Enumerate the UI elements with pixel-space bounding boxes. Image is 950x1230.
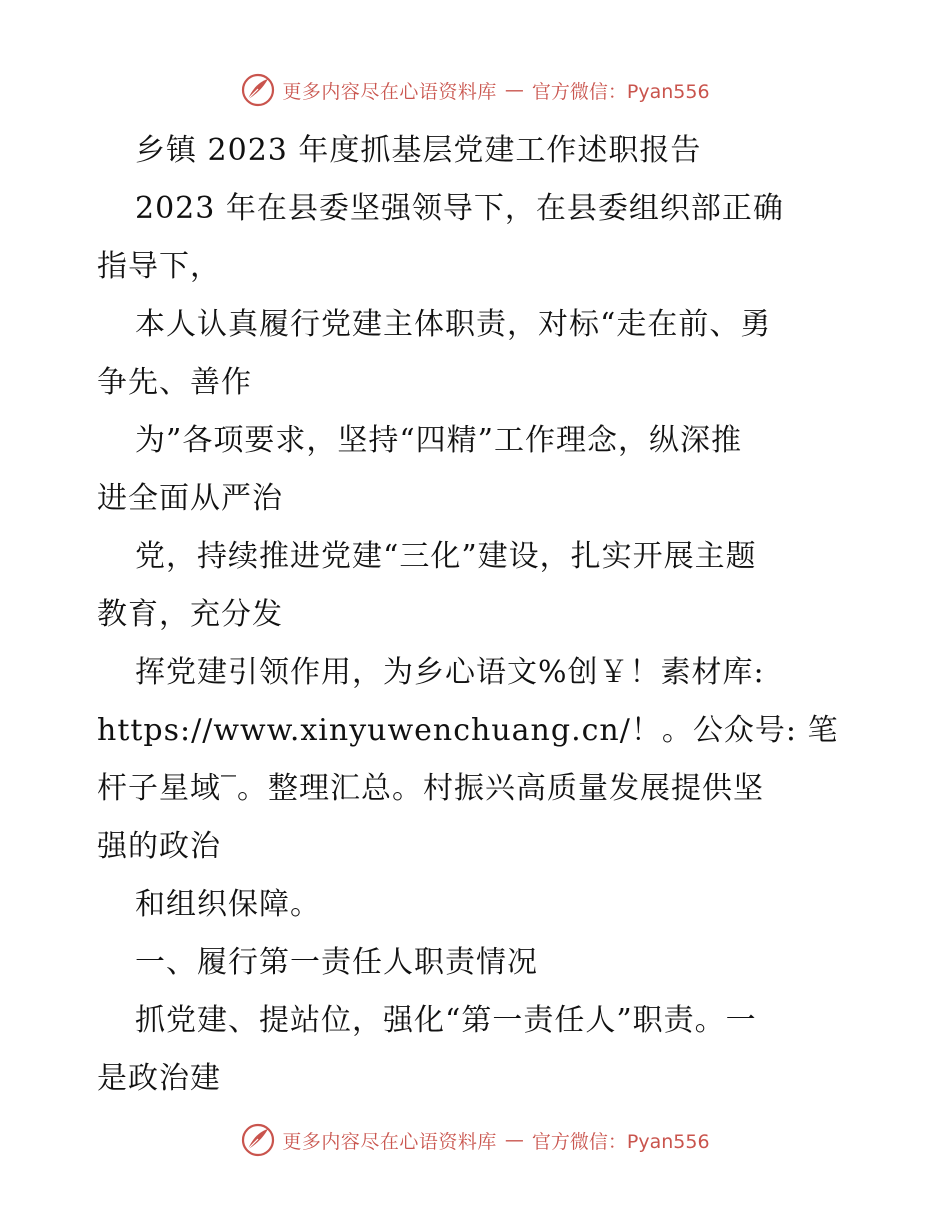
paragraph-line: https://www.xinyuwenchuang.cn/！。公众号: 笔 xyxy=(97,713,839,748)
header-watermark-dash: — xyxy=(504,79,524,101)
paragraph-line: 教育，充分发 xyxy=(97,597,283,632)
header-watermark-banner xyxy=(0,70,950,110)
paragraph-line: 抓党建、提站位，强化“第一责任人”职责。一 xyxy=(135,1003,757,1038)
document-title: 乡镇 2023 年度抓基层党建工作述职报告 xyxy=(135,133,702,168)
paragraph-line: 指导下， xyxy=(97,249,221,284)
footer-watermark-banner xyxy=(0,1120,950,1160)
paragraph-line: 2023 年在县委坚强领导下，在县委组织部正确 xyxy=(135,191,784,226)
paragraph-line: 进全面从严治 xyxy=(97,481,283,516)
paragraph-line: 争先、善作 xyxy=(97,365,252,400)
footer-watermark-wechat: 官方微信：Pyan556 xyxy=(531,1130,710,1153)
footer-watermark-inner xyxy=(240,1122,709,1158)
footer-watermark-dash: — xyxy=(504,1129,524,1151)
paragraph-line: 杆子星域‾。整理汇总。村振兴高质量发展提供坚 xyxy=(97,771,764,806)
footer-watermark-text: 更多内容尽在心语资料库 xyxy=(282,1130,497,1153)
header-watermark-inner xyxy=(240,72,709,108)
feather-pen-circle-icon xyxy=(240,1122,276,1158)
paragraph-line: 一、履行第一责任人职责情况 xyxy=(135,945,538,980)
feather-pen-circle-icon xyxy=(240,72,276,108)
paragraph-line: 是政治建 xyxy=(97,1061,221,1096)
paragraph-line: 党，持续推进党建“三化”建设，扎实开展主题 xyxy=(135,539,757,574)
header-watermark-text: 更多内容尽在心语资料库 xyxy=(282,80,497,103)
paragraph-line: 强的政治 xyxy=(97,829,221,864)
header-watermark-wechat: 官方微信：Pyan556 xyxy=(531,80,710,103)
document-body xyxy=(97,122,857,1108)
paragraph-line: 挥党建引领作用，为乡心语文%创￥！素材库: xyxy=(135,655,765,690)
paragraph-line: 为”各项要求，坚持“四精”工作理念，纵深推 xyxy=(135,423,743,458)
paragraph-line: 本人认真履行党建主体职责，对标“走在前、勇 xyxy=(135,307,772,342)
paragraph-line: 和组织保障。 xyxy=(135,887,321,922)
